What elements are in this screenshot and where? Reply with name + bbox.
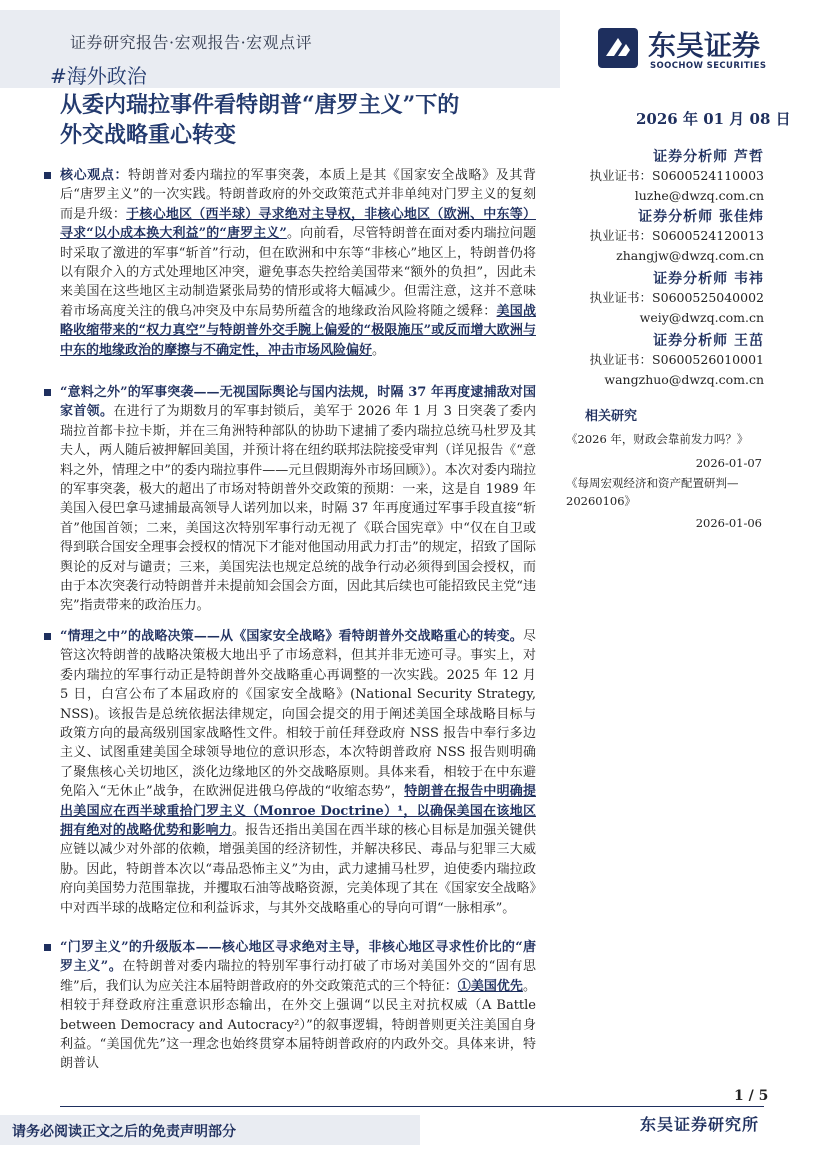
title-line-1: 从委内瑞拉事件看特朗普“唐罗主义”下的 xyxy=(60,92,460,118)
paragraph-lead: “门罗主义”的升级版本——核心地区寻求绝对主导，非核心地区寻求性价比的“唐罗主义”。 xyxy=(60,940,536,975)
report-title xyxy=(60,90,550,150)
related-item-name[interactable]: 《2026 年，财政会靠前发力吗？》 xyxy=(566,432,749,446)
analyst-email[interactable]: weiy@dwzq.com.cn xyxy=(639,310,764,325)
report-date: 2026 年 01 月 08 日 xyxy=(636,110,791,128)
paragraph-lead: “情理之中”的战略决策——从《国家安全战略》看特朗普外交战略重心的转变。 xyxy=(60,629,523,644)
disclaimer-text[interactable]: 请务必阅读正文之后的免责声明部分 xyxy=(12,1124,236,1140)
related-item[interactable] xyxy=(566,430,762,472)
logo-mark-icon xyxy=(596,26,640,70)
analyst-email[interactable]: zhangjw@dwzq.com.cn xyxy=(616,248,764,263)
analyst-role: 证券分析师 芦哲 xyxy=(653,149,764,165)
bullet-icon xyxy=(44,633,51,640)
title-line-2: 外交战略重心转变 xyxy=(60,122,237,148)
footer-divider xyxy=(60,1106,764,1107)
paragraph-strategy-decision: “情理之中”的战略决策——从《国家安全战略》看特朗普外交战略重心的转变。尽管这次特朗普的战略决策极大地出乎了市场意料，但其并非无迹可寻。事实上，对委内瑞拉的军事行动正是特朗普外交战略重心再调整的一次实践。2025 年 12 月 5 日，白宫公布了本届政府的《国家安全战略》(National Security Strategy, NSS)。该报告是总统依据法律规定，向国会提交的用于阐述美国全球战略目标与政策方向的最高级别国家战略性文件。相较于前任拜登政府 NSS 报告中奉行多边主义、试图重建美国全球领导地位的意识形态，本次特朗普政府 NSS 报告则明确了聚焦核心关切地区，淡化边缘地区的外交战略原则。具体来看，相较于在中东避免陷入“无休止”战争，在欧洲促进俄乌停战的“收缩态势”，特朗普在报告中明确提出美国应在西半球重拾门罗主义（Monroe Doctrine）¹，以确保美国在该地区拥有绝对的战略优势和影响力。报告还指出美国在西半球的核心目标是加强关键供应链以减少对外部的依赖，增强美国的经济韧性，并解决移民、毒品与犯罪三大威胁。因此，特朗普本次以“毒品恐怖主义”为由，武力逮捕马杜罗，迫使委内瑞拉政府向美国势力范围靠拢，并攫取石油等战略资源，完美体现了其在《国家安全战略》中对西半球的战略定位和利益诉求，与其外交战略重心的导向可谓“一脉相承”。 xyxy=(60,627,536,918)
logo-text-en: SOOCHOW SECURITIES xyxy=(650,61,767,71)
breadcrumb: 证券研究报告·宏观报告·宏观点评 xyxy=(70,33,313,52)
analyst-3 xyxy=(584,268,764,328)
analyst-email[interactable]: luzhe@dwzq.com.cn xyxy=(634,188,764,203)
related-item-date: 2026-01-06 xyxy=(695,516,762,530)
analyst-cert: 执业证书：S0600524110003 xyxy=(589,168,764,183)
paragraph-donroe-doctrine: “门罗主义”的升级版本——核心地区寻求绝对主导，非核心地区寻求性价比的“唐罗主义”。在特朗普对委内瑞拉的特别军事行动打破了市场对美国外交的“固有思维”后，我们认为应关注本届特朗普政府的外交政策范式的三个特征：①美国优先。相较于拜登政府注重意识形态输出，在外交上强调“以民主对抗权威（A Battle between Democracy and Autocracy²）”的叙事逻辑，特朗普则更关注美国自身利益。“美国优先”这一理念也始终贯穿本届特朗普政府的内政外交。具体来讲，特朗普认 xyxy=(60,938,536,1074)
related-research-title: 相关研究 xyxy=(585,409,638,424)
analyst-1 xyxy=(584,146,764,206)
analyst-cert: 执业证书：S0600524120013 xyxy=(589,228,764,243)
topic-tag: #海外政治 xyxy=(50,64,147,88)
related-item-date: 2026-01-07 xyxy=(695,456,762,470)
analyst-email[interactable]: wangzhuo@dwzq.com.cn xyxy=(604,372,764,387)
analyst-role: 证券分析师 张佳炜 xyxy=(638,209,764,225)
analyst-2 xyxy=(584,206,764,266)
analyst-4 xyxy=(584,330,764,390)
bullet-icon xyxy=(44,172,51,179)
paragraph-lead: “意料之外”的军事突袭——无视国际舆论与国内法规，时隔 37 年再度逮捕敌对国家首领。 xyxy=(60,385,536,420)
highlight: ①美国优先 xyxy=(457,978,523,994)
bullet-icon xyxy=(44,389,51,396)
company-logo xyxy=(596,26,792,74)
paragraph-core-view: 核心观点：特朗普对委内瑞拉的军事突袭，本质上是其《国家安全战略》及其背后“唐罗主义”的一次实践。特朗普政府的外交政策范式并非单纯对门罗主义的复刻而是升级：于核心地区（西半球）寻求绝对主导权，非核心地区（欧洲、中东等）寻求“以小成本换大利益”的“唐罗主义”。向前看，尽管特朗普在面对委内瑞拉问题时采取了激进的军事“斩首”行动，但在欧洲和中东等“非核心”地区上，特朗普仍将以有限介入的方式处理地区冲突，避免事态失控给美国带来“额外的负担”，因此未来美国在这些地区主动制造紧张局势的情形或将大幅减少。但需注意，这并不意味着市场高度关注的俄乌冲突及中东局势所蕴含的地缘政治风险将随之缓释：美国战略收缩带来的“权力真空”与特朗普外交手腕上偏爱的“极限施压”或反而增大欧洲与中东的地缘政治的摩擦与不确定性，冲击市场风险偏好。 xyxy=(60,166,536,360)
analyst-role: 证券分析师 王茁 xyxy=(653,333,764,349)
logo-text-cn: 东吴证券 xyxy=(648,29,761,62)
paragraph-military-raid: “意料之外”的军事突袭——无视国际舆论与国内法规，时隔 37 年再度逮捕敌对国家首领。在进行了为期数月的军事封锁后，美军于 2026 年 1 月 3 日突袭了委内瑞拉首都卡拉卡斯，并在三角洲特种部队的协助下逮捕了委内瑞拉总统马杜罗及其夫人，两人随后被押解回美国，并预计将在纽约联邦法院接受审判（详见报告《“意料之外，情理之中”的委内瑞拉事件——元旦假期海外市场回顾》）。本次对委内瑞拉的军事突袭，极大的超出了市场对特朗普外交政策的预期：一来，这是自 1989 年美国入侵巴拿马逮捕最高领导人诺列加以来，时隔 37 年再度通过军事手段直接“斩首”他国首领；二来，美国这次特别军事行动无视了《联合国宪章》中“仅在自卫或得到联合国安全理事会授权的情况下才能对他国动用武力打击”的规定，招致了国际舆论的反对与谴责；三来，美国宪法也规定总统的战争行动必须得到国会授权，而由于本次突袭行动特朗普并未提前知会国会方面，因此其后续也可能招致民主党“违宪”指责带来的政治压力。 xyxy=(60,383,536,616)
analyst-cert: 执业证书：S0600525040002 xyxy=(589,290,764,305)
analyst-cert: 执业证书：S0600526010001 xyxy=(589,352,764,367)
analyst-role: 证券分析师 韦祎 xyxy=(653,271,764,287)
related-item-name[interactable]: 《每周宏观经济和资产配置研判—20260106》 xyxy=(566,476,739,508)
page-number: 1 / 5 xyxy=(734,1088,769,1104)
bullet-icon xyxy=(44,944,51,951)
related-item[interactable] xyxy=(566,474,762,532)
institute-name: 东吴证券研究所 xyxy=(640,1115,760,1134)
highlight: 美国战略收缩带来的“权力真空”与特朗普外交手腕上偏爱的“极限施压”或反而增大欧洲与中东的地缘政治的摩擦与不确定性，冲击市场风险偏好 xyxy=(60,303,536,358)
highlight: 于核心地区（西半球）寻求绝对主导权，非核心地区（欧洲、中东等）寻求“以小成本换大利益”的“唐罗主义” xyxy=(60,206,536,242)
paragraph-lead: 核心观点： xyxy=(60,168,129,183)
highlight: 特朗普在报告中明确提出美国应在西半球重拾门罗主义（Monroe Doctrine）¹，以确保美国在该地区拥有绝对的战略优势和影响力 xyxy=(60,784,536,839)
